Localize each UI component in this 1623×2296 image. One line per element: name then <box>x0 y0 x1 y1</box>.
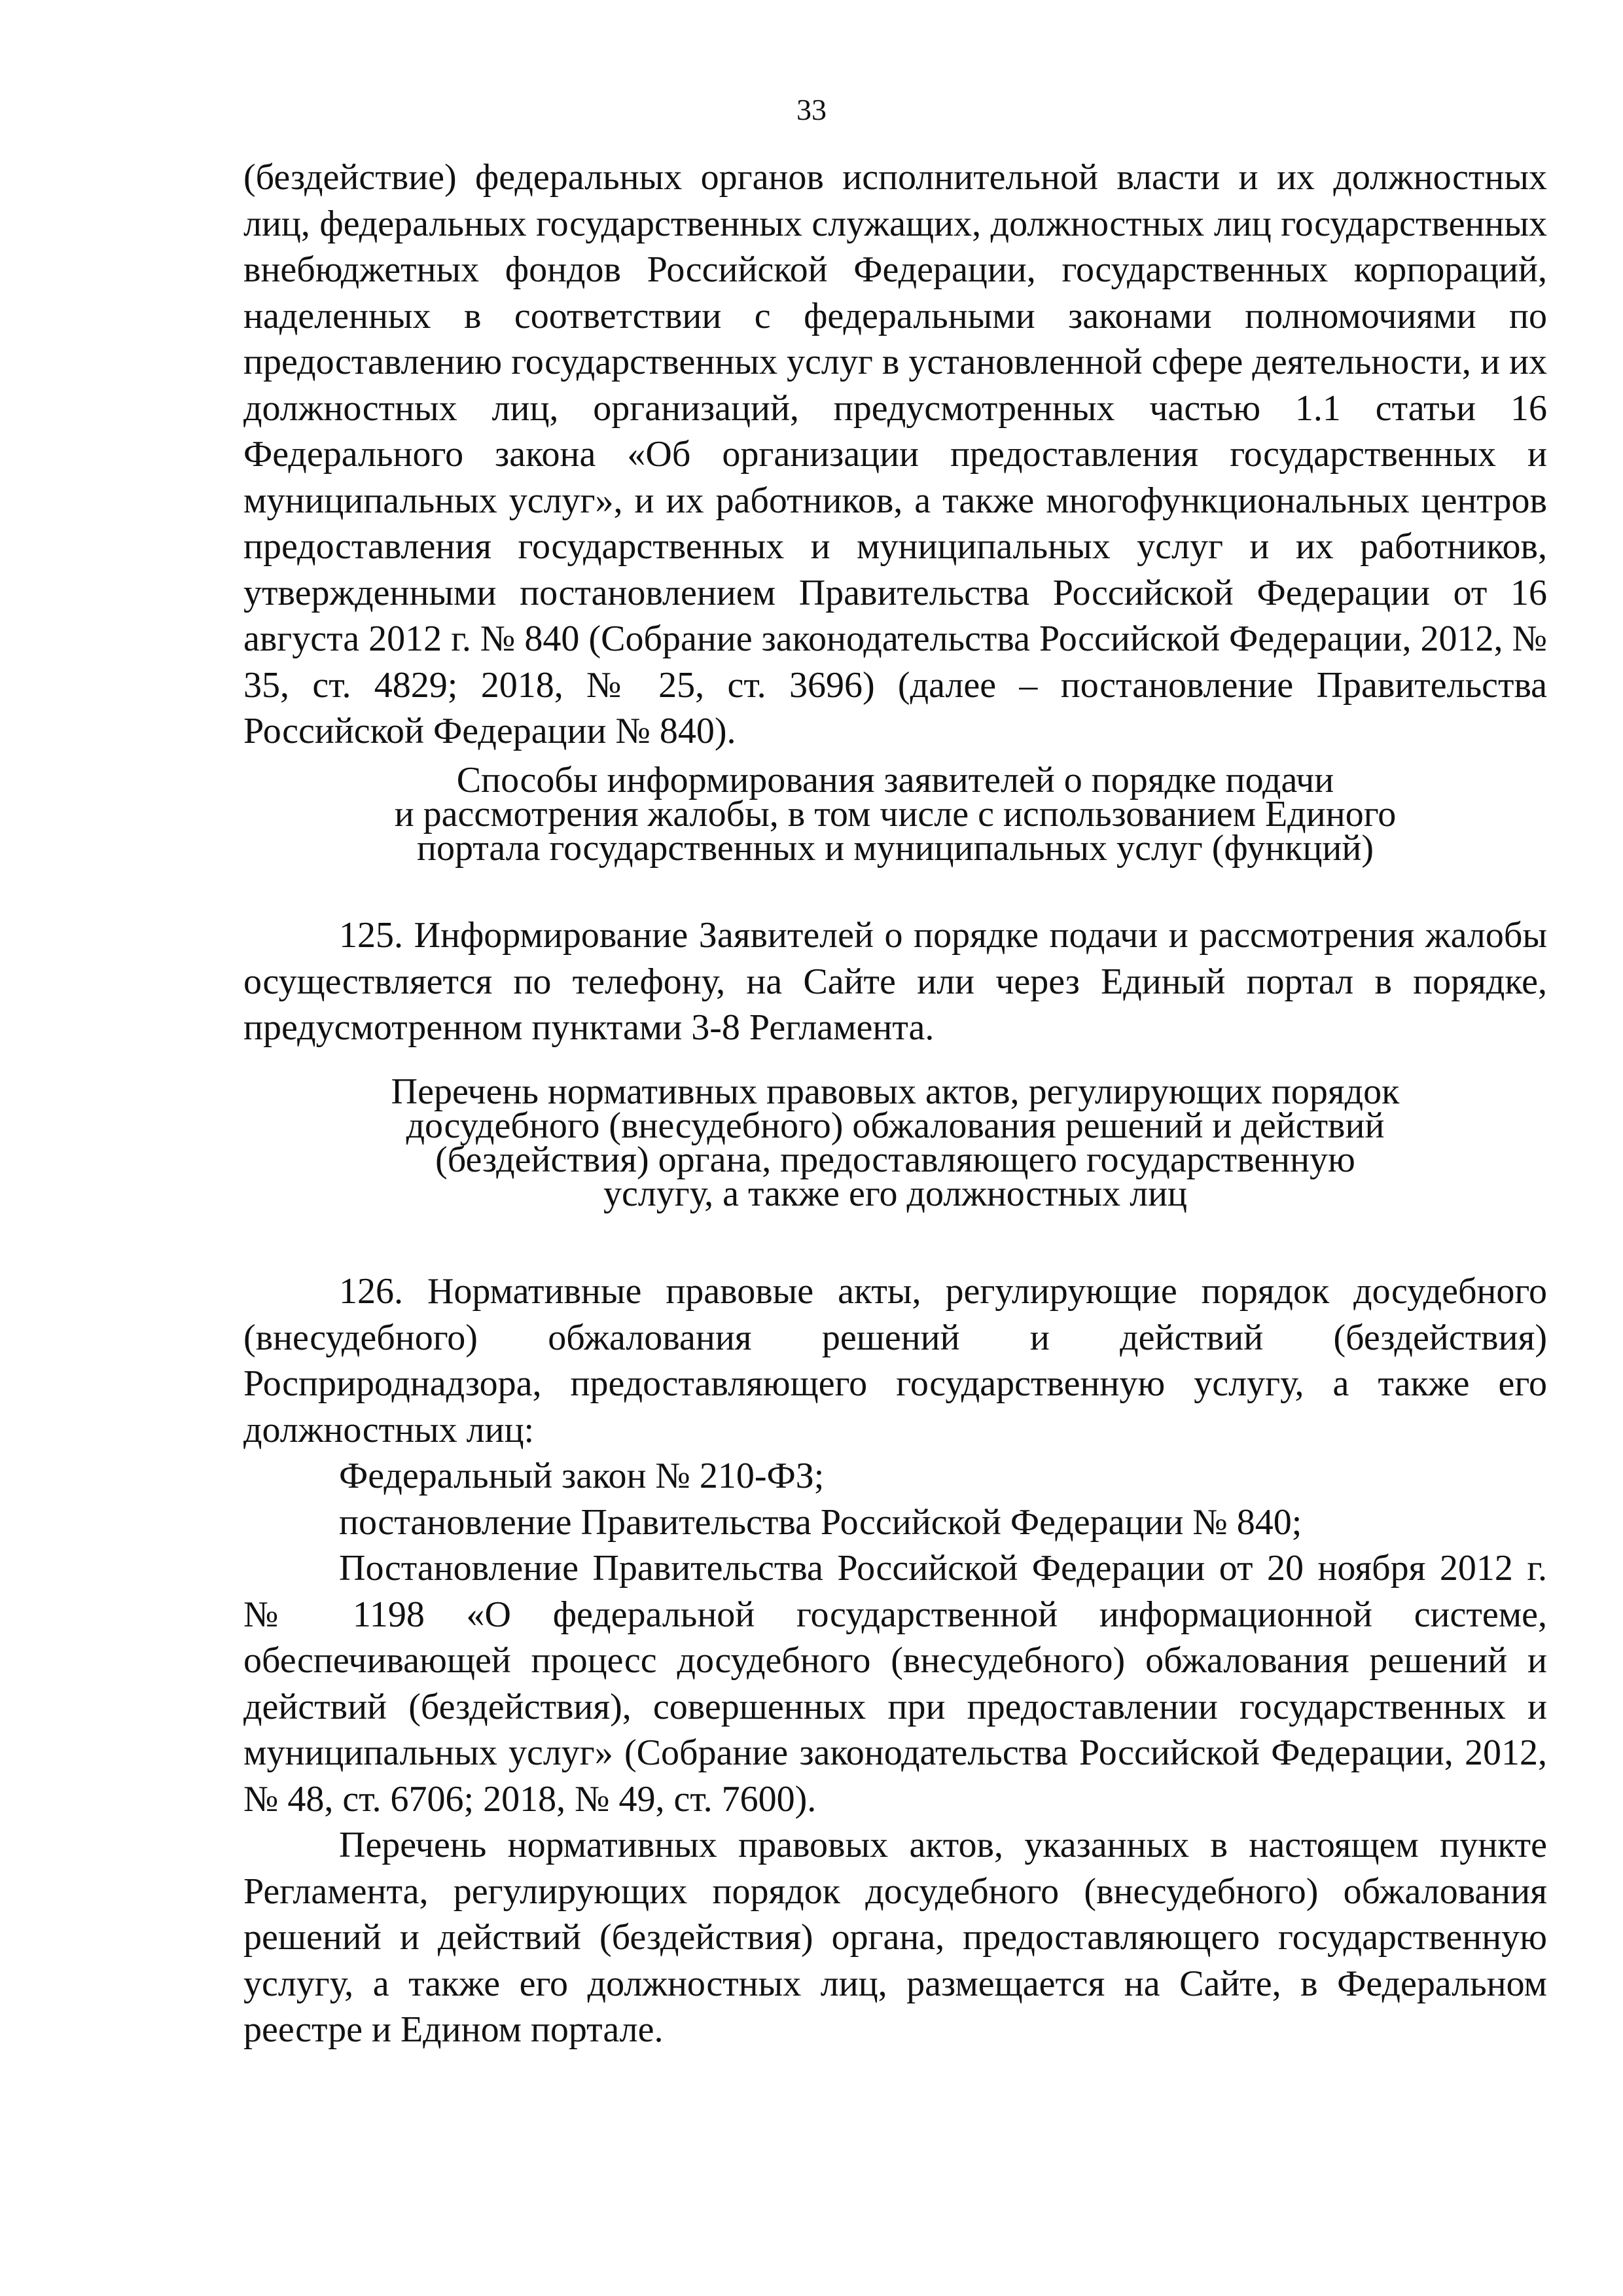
heading-line: Перечень нормативных правовых актов, регулирующих порядок <box>391 1071 1400 1112</box>
closing-paragraph: Перечень нормативных правовых актов, указанных в настоящем пункте Регламента, регулирующих порядок досудебного (внесудебного) обжалования решений и действий (бездействия) органа, предоставляющего государственную услугу, а также его должностных лиц, размещается на Сайте, в Федеральном реестре и Едином портале. <box>243 1825 1547 2050</box>
section1-body <box>243 912 1547 1051</box>
heading-line: портала государственных и муниципальных услуг (функций) <box>416 828 1374 869</box>
paragraph-126: 126. Нормативные правовые акты, регулирующие порядок досудебного (внесудебного) обжалования решений и действий (бездействия) Росприроднадзора, предоставляющего государственную услугу, а также его должностных лиц: <box>243 1271 1547 1450</box>
intro-block <box>243 154 1547 755</box>
section-heading-legal-acts <box>243 1071 1547 1214</box>
heading-line: Способы информирования заявителей о порядке подачи <box>456 760 1334 800</box>
list-item: Постановление Правительства Российской Федерации от 20 ноября 2012 г. № 1198 «О федеральной государственной информационной системе, обеспечивающей процесс досудебного (внесудебного) обжалования решений и действий (бездействия), совершенных при предоставлении государственных и муниципальных услуг» (Собрание законодательства Российской Федерации, 2012, № 48, ст. 6706; 2018, № 49, ст. 7600). <box>243 1548 1547 1820</box>
heading-line: услугу, а также его должностных лиц <box>603 1174 1188 1214</box>
section2-body <box>243 1268 1547 2053</box>
list-item: постановление Правительства Российской Федерации № 840; <box>339 1501 1302 1543</box>
heading-line: и рассмотрения жалобы, в том числе с использованием Единого <box>394 794 1397 834</box>
paragraph-125: 125. Информирование Заявителей о порядке подачи и рассмотрения жалобы осуществляется по телефону, на Сайте или через Единый портал в порядке, предусмотренном пунктами 3-8 Регламента. <box>243 915 1547 1048</box>
list-item: Федеральный закон № 210-ФЗ; <box>339 1456 825 1496</box>
heading-line: (бездействия) органа, предоставляющего государственную <box>435 1139 1355 1180</box>
section-heading-complaint-info <box>243 760 1547 869</box>
intro-paragraph: (бездействие) федеральных органов исполнительной власти и их должностных лиц, федеральных государственных служащих, должностных лиц государственных внебюджетных фондов Российской Федерации, государственных корпораций, наделенных в соответствии с федеральными законами полномочиями по предоставлению государственных услуг в установленной сфере деятельности, и их должностных лиц, организаций, предусмотренных частью 1.1 статьи 16 Федерального закона «Об организации предоставления государственных и муниципальных услуг», и их работников, а также многофункциональных центров предоставления государственных и муниципальных услуг и их работников, утвержденными постановлением Правительства Российской Федерации от 16 августа 2012 г. № 840 (Собрание законодательства Российской Федерации, 2012, № 35, ст. 4829; 2018, № 25, ст. 3696) (далее – постановление Правительства Российской Федерации № 840). <box>243 157 1547 751</box>
page-number: 33 <box>796 93 827 126</box>
heading-line: досудебного (внесудебного) обжалования решений и действий <box>406 1105 1385 1146</box>
